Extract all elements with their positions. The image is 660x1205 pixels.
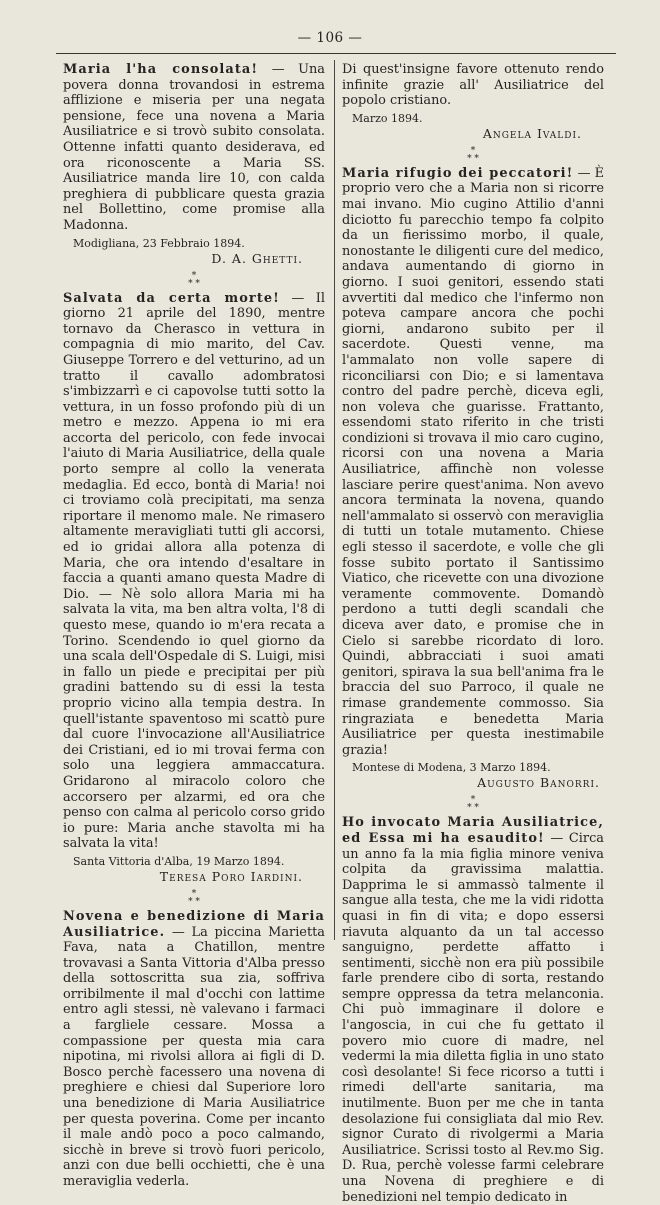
page-number: — 106 — xyxy=(297,30,363,46)
article-title: Ho invocato Maria Ausiliatrice, ed Essa mi ha esaudito! xyxy=(342,815,604,846)
article-paragraph xyxy=(63,62,325,234)
separator-asterisks: * * * xyxy=(467,145,479,164)
article-body: — Circa un anno fa la mia figlia minore veniva colpita da gravissima malattia. Dapprima le si ammassò talmente il sangue alla testa, che me la vidi ridotta quasi in fin di vita; e dopo essersi riavuta alquanto da un tal accesso sanguigno, perdette affatto i sentimenti, sicchè non era più possibile farle prendere cibo di sorta, restando sempre oppressa da tetra melanconia. Chi può immaginare il dolore e l'angoscia, in cui che fu gettato il povero mio cuore di madre, nel vedermi la mia diletta figlia in uno stato così desolante! Si fece ricorso a tutti i rimedi dell'arte sanitaria, ma inutilmente. Buon per me che in tanta desolazione fui consigliata dal mio Rev. signor Curato di rivolgermi a Maria Ausiliatrice. Scrissi tosto al Rev.mo Sig. D. Rua, perchè volesse farmi celebrare una Novena di preghiere e di benedizioni nel tempio dedicato in xyxy=(342,830,604,1205)
column-divider xyxy=(334,60,335,940)
separator-asterisks: * * * xyxy=(188,270,200,289)
article-paragraph xyxy=(342,166,604,759)
article-title: Maria l'ha consolata! xyxy=(63,62,259,77)
right-column xyxy=(342,62,604,1205)
article-body: Di quest'insigne favore ottenuto rendo infinite grazie all' Ausiliatrice del popolo cristiano. xyxy=(342,62,604,109)
article-maria-consolata xyxy=(63,62,325,267)
author: Angela Ivaldi. xyxy=(482,125,582,141)
separator-asterisks: * * * xyxy=(188,888,200,907)
article-paragraph xyxy=(342,815,604,1205)
article-salvata xyxy=(63,291,325,885)
article-body: — Una povera donna trovandosi in estrema afflizione e miseria per una negata pensione, fece una novena a Maria Ausiliatrice e si trovò subito consolata. Ottenne infatti quanto desiderava, ed ora riconoscente a Maria SS. Ausiliatrice manda lire 10, con calda preghiera di pubblicare questa grazia nel Bollettino, come promise alla Madonna. xyxy=(63,62,325,233)
article-invocato xyxy=(342,815,604,1205)
header-rule xyxy=(56,53,616,54)
left-column xyxy=(63,62,325,1190)
place-date: Marzo 1894. xyxy=(352,111,423,125)
author: Teresa Poro Iardini. xyxy=(159,868,303,884)
place-date: Montese di Modena, 3 Marzo 1894. xyxy=(352,761,551,775)
place-date: Modigliana, 23 Febbraio 1894. xyxy=(73,236,245,250)
article-body: — La piccina Marietta Fava, nata a Chatillon, mentre trovavasi a Santa Vittoria d'Alba presso della sottoscritta sua zia, soffriva orribilmente il mal d'occhi con lattime entro agli stessi, nè valevano i farmaci a fargliele cessare. Mossa a compassione per questa mia cara nipotina, mi rivolsi allora ai figli di D. Bosco perchè facessero una novena di preghiere e chiesi dal Superiore loro una benedizione di Maria Ausiliatrice per questa poverina. Come per incanto il male andò poco a poco calmando, sicchè in breve si trovò fuori pericolo, anzi con due belli occhietti, che è una meraviglia vederla. xyxy=(63,924,325,1189)
article-paragraph xyxy=(63,291,325,852)
article-title: Salvata da certa morte! xyxy=(63,290,280,306)
article-rifugio xyxy=(342,166,604,792)
place-date: Santa Vittoria d'Alba, 19 Marzo 1894. xyxy=(73,854,285,868)
article-body: — Il giorno 21 aprile del 1890, mentre tornavo da Cherasco in vettura in compagnia di mio marito, del Cav. Giuseppe Torrero e del vetturino, ad un tratto il cavallo adombratosi s'imbizzarrì e ci capovolse tutti sotto la vettura, in un fosso profondo più di un metro e mezzo. Appena io mi era accorta del pericolo, con fede invocai l'aiuto di Maria Ausiliatrice, della quale porto sempre al collo la venerata medaglia. Ed ecco, bontà di Maria! noi ci troviamo colà precipitati, ma senza riportare il menomo male. Ne rimasero altamente meravigliati tutti gli accorsi, ed io gridai allora alla potenza di Maria, che ora intendo d'esaltare in faccia a quanti amano questa Madre di Dio. — Nè solo allora Maria mi ha salvata la vita, ma ben altra volta, l'8 di questo mese, quando io m'era recata a Torino. Scendendo io quel giorno da una scala dell'Ospedale di S. Luigi, misi in fallo un piede e precipitai per più gradini battendo su di essi la testa proprio vicino alla tempia destra. In quell'istante spaventoso mi scattò pure dal cuore l'invocazione all'Ausiliatrice dei Cristiani, ed io mi trovai ferma con solo una leggiera ammaccatura. Gridarono al miracolo coloro che accorsero per alzarmi, ed ora che penso con calma al pericolo corso grido io pure: Maria anche stavolta mi ha salvata la vita! xyxy=(63,290,325,852)
article-continuation xyxy=(342,62,604,142)
article-body: — È proprio vero che a Maria non si ricorre mai invano. Mio cugino Attilio d'anni diciotto fu parecchio tempo fa colpito da un fierissimo morbo, il quale, nonostante le diligenti cure del medico, andava aumentando di giorno in giorno. I suoi genitori, essendo stati avvertiti dal medico che l'infermo non poteva campare ancora che pochi giorni, andarono subito per il sacerdote. Questi venne, ma l'ammalato non volle sapere di riconciliarsi con Dio; e si lamentava contro del padre perchè, diceva egli, non voleva che guarisse. Frattanto, essendomi stato riferito in che tristi condizioni si trovava il mio caro cugino, ricorsi con una novena a Maria Ausiliatrice, affinchè non volesse lasciare perire quest'anima. Non avevo ancora terminata la novena, quando nell'ammalato si osservò con meraviglia di tutti un totale mutamento. Chiese egli stesso il sacerdote, e volle che gli fosse subito portato il Santissimo Viatico, che ricevette con una divozione veramente commovente. Domandò perdono a tutti degli scandali che diceva aver dato, e promise che in Cielo si sarebbe ricordato di loro. Quindi, abbracciati i suoi amati genitori, spirava la sua bell'anima fra le braccia del suo Parroco, il quale ne rimase grandemente commosso. Sia ringraziata e benedetta Maria Ausiliatrice per questa inestimabile grazia! xyxy=(342,165,604,758)
author: Augusto Banorri. xyxy=(477,775,600,791)
article-title: Maria rifugio dei peccatori! xyxy=(342,165,574,181)
article-novena xyxy=(63,909,325,1190)
article-paragraph xyxy=(63,909,325,1190)
separator-asterisks: * * * xyxy=(467,795,479,814)
author: D. A. Ghetti. xyxy=(211,250,303,266)
article-title: Novena e benedizione di Maria Ausiliatrice. xyxy=(63,908,325,940)
